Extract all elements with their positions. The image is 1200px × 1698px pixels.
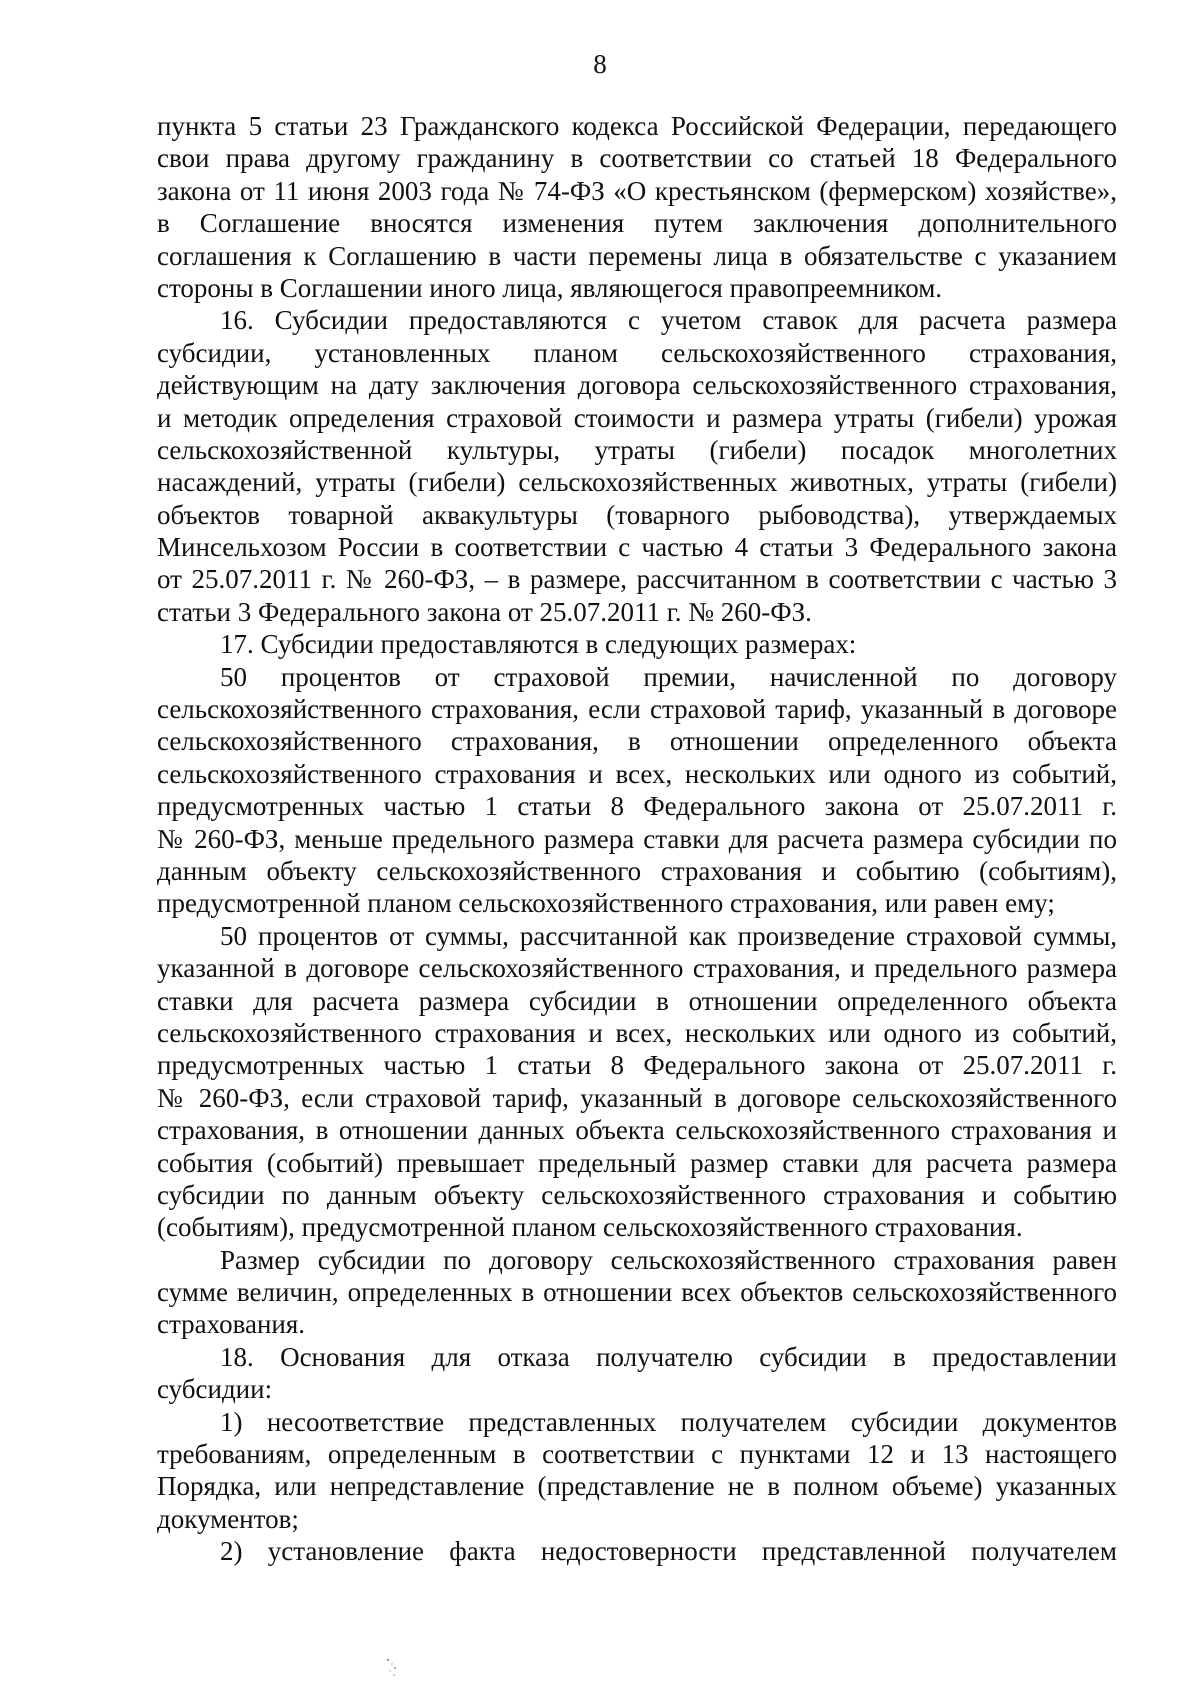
text-line: пункта 5 статьи 23 Гражданского кодекса Российской Федерации, передающего <box>157 111 1117 141</box>
text-line: статьи 3 Федерального закона от 25.07.2011 г. № 260-ФЗ. <box>157 596 812 627</box>
text-line: сумме величин, определенных в отношении всех объектов сельскохозяйственного <box>157 1277 1117 1308</box>
text-line: сельскохозяйственного страхования, если страховой тариф, указанный в договоре <box>157 694 1117 725</box>
text-line: субсидии: <box>157 1374 273 1405</box>
document-body <box>157 110 1117 1568</box>
text-line: стороны в Соглашении иного лица, являющегося правопреемником. <box>157 272 943 303</box>
text-line: № 260-ФЗ, если страховой тариф, указанный в договоре сельскохозяйственного <box>157 1082 1117 1113</box>
text-line: Размер субсидии по договору сельскохозяйственного страхования равен <box>220 1244 1117 1275</box>
text-line: и методик определения страховой стоимости и размера утраты (гибели) урожая <box>157 402 1117 433</box>
text-line: сельскохозяйственного страхования, в отношении определенного объекта <box>157 726 1117 757</box>
text-line: объектов товарной аквакультуры (товарного рыбоводства), утверждаемых <box>157 499 1117 530</box>
text-line: действующим на дату заключения договора сельскохозяйственного страхования, <box>157 370 1117 401</box>
text-line: Минсельхозом России в соответствии с частью 4 статьи 3 Федерального закона <box>157 532 1117 563</box>
text-line: свои права другому гражданину в соответствии со статьей 18 Федерального <box>157 143 1117 174</box>
text-line: документов; <box>157 1503 299 1534</box>
text-line: 18. Основания для отказа получателю субсидии в предоставлении <box>220 1341 1117 1372</box>
text-line: насаждений, утраты (гибели) сельскохозяйственных животных, утраты (гибели) <box>157 467 1117 498</box>
text-line: закона от 11 июня 2003 года № 74-ФЗ «О крестьянском (фермерском) хозяйстве», <box>157 175 1117 206</box>
text-line: субсидии по данным объекту сельскохозяйственного страхования и событию <box>157 1179 1117 1210</box>
text-line: от 25.07.2011 г. № 260-ФЗ, – в размере, рассчитанном в соответствии с частью 3 <box>157 564 1117 595</box>
text-line: 50 процентов от суммы, рассчитанной как произведение страховой суммы, <box>220 920 1117 951</box>
text-line: указанной в договоре сельскохозяйственного страхования, и предельного размера <box>157 953 1117 984</box>
text-line: 1) несоответствие представленных получателем субсидии документов <box>220 1406 1117 1437</box>
text-line: 16. Субсидии предоставляются с учетом ставок для расчета размера <box>220 305 1117 336</box>
text-line: субсидии, установленных планом сельскохозяйственного страхования, <box>157 337 1117 368</box>
text-line: 50 процентов от страховой премии, начисленной по договору <box>220 661 1117 692</box>
scan-artifact <box>383 1656 401 1678</box>
text-line: предусмотренных частью 1 статьи 8 Федерального закона от 25.07.2011 г. <box>157 791 1117 822</box>
text-line: сельскохозяйственного страхования и всех, нескольких или одного из событий, <box>157 1017 1117 1048</box>
text-line: в Соглашение вносятся изменения путем заключения дополнительного <box>157 208 1117 239</box>
text-line: требованиям, определенным в соответствии с пунктами 12 и 13 настоящего <box>157 1439 1117 1470</box>
text-line: 17. Субсидии предоставляются в следующих размерах: <box>220 629 857 660</box>
text-line: сельскохозяйственного страхования и всех, нескольких или одного из событий, <box>157 758 1117 789</box>
text-line: предусмотренной планом сельскохозяйственного страхования, или равен ему; <box>157 888 1055 919</box>
text-line: Порядка, или непредставление (представление не в полном объеме) указанных <box>157 1471 1117 1502</box>
page-number: 8 <box>593 49 607 79</box>
text-line: № 260-ФЗ, меньше предельного размера ставки для расчета размера субсидии по <box>157 823 1117 854</box>
text-line: события (событий) превышает предельный размер ставки для расчета размера <box>157 1147 1117 1178</box>
text-line: ставки для расчета размера субсидии в отношении определенного объекта <box>157 985 1117 1016</box>
text-line: данным объекту сельскохозяйственного страхования и событию (событиям), <box>157 855 1117 886</box>
text-line: сельскохозяйственной культуры, утраты (гибели) посадок многолетних <box>157 434 1117 465</box>
text-line: 2) установление факта недостоверности представленной получателем <box>220 1536 1117 1567</box>
text-line: страхования, в отношении данных объекта сельскохозяйственного страхования и <box>157 1115 1117 1146</box>
text-line: страхования. <box>157 1309 306 1340</box>
text-line: (событиям), предусмотренной планом сельскохозяйственного страхования. <box>157 1212 1023 1243</box>
text-line: соглашения к Соглашению в части перемены лица в обязательстве с указанием <box>157 240 1117 271</box>
text-line: предусмотренных частью 1 статьи 8 Федерального закона от 25.07.2011 г. <box>157 1050 1117 1081</box>
